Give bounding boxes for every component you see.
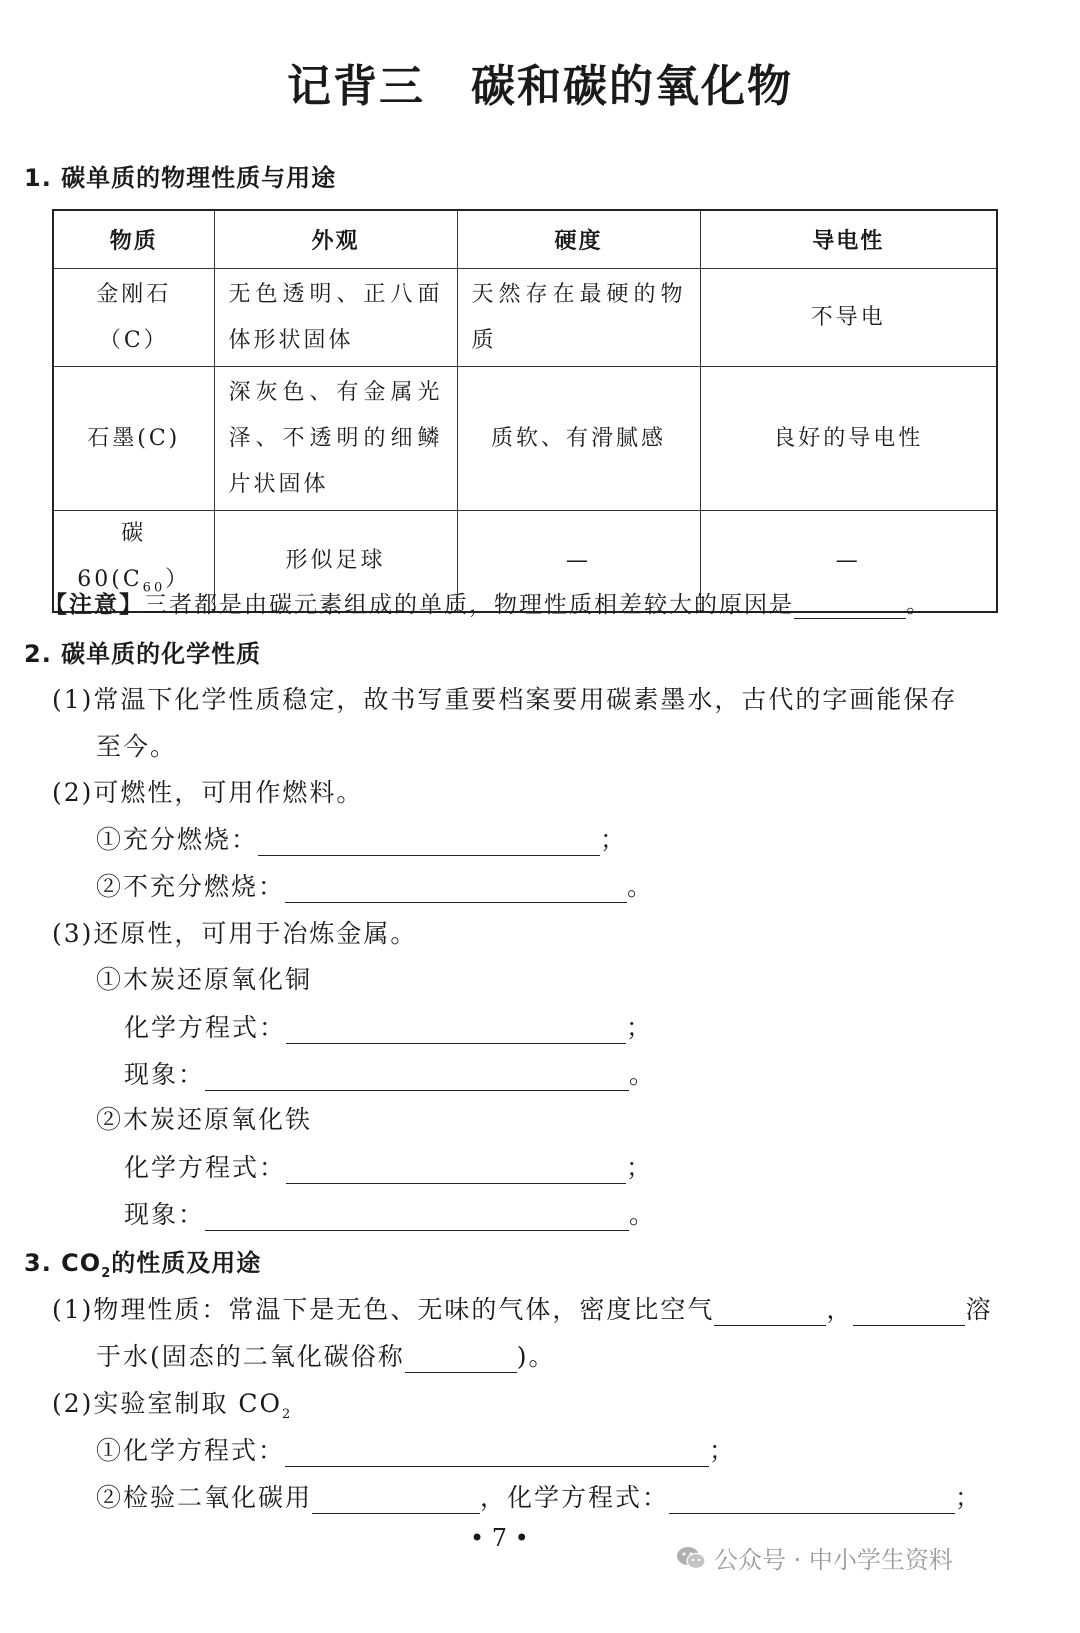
watermark: [676, 1540, 953, 1575]
table-row: [53, 269, 997, 367]
note-blank[interactable]: [794, 590, 906, 619]
punct: ；: [626, 1013, 654, 1042]
co2-test-blank[interactable]: [312, 1485, 480, 1514]
phenomenon-label: 现象：: [124, 1060, 206, 1089]
page-title: [0, 50, 1080, 114]
punct: )。: [516, 1342, 556, 1371]
watermark-text: 公众号 · 中小学生资料: [714, 1546, 953, 1574]
fe2o3-phenomenon-line: [124, 1195, 656, 1231]
cuo-phenomenon-line: [124, 1055, 656, 1091]
s2-p1b: 至今。: [96, 732, 178, 761]
note-line: [44, 586, 931, 619]
cuo-equation-blank[interactable]: [286, 1015, 626, 1044]
cuo-phenomenon-blank[interactable]: [205, 1062, 629, 1091]
cell-hardness: —: [457, 511, 700, 613]
s2-p3-2: ②木炭还原氧化铁: [96, 1105, 313, 1134]
punct: ，: [826, 1295, 854, 1324]
dry-ice-text: 于水(固态的二氧化碳俗称: [96, 1342, 405, 1371]
heading-co: 3. CO: [24, 1249, 102, 1277]
section-1-heading: 1. 碳单质的物理性质与用途: [24, 164, 337, 192]
heading-rest: 的性质及用途: [111, 1249, 262, 1277]
note-text: 三者都是由碳元素组成的单质，物理性质相差较大的原因是: [144, 592, 794, 618]
full-combustion-line: [96, 820, 627, 856]
punct: 。: [629, 1200, 657, 1229]
full-combustion-label: ①充分燃烧：: [96, 825, 259, 854]
co2-physical-line-2: [96, 1337, 556, 1373]
co2-equation-blank[interactable]: [285, 1438, 709, 1467]
full-combustion-blank[interactable]: [258, 827, 600, 856]
punct: ；: [626, 1153, 654, 1182]
co2-test-label: ②检验二氧化碳用: [96, 1483, 313, 1512]
punct: 。: [627, 872, 655, 901]
s2-p1a: (1)常温下化学性质稳定，故书写重要档案要用碳素墨水，古代的字画能保存: [52, 685, 958, 714]
co2-test-equation-label: ，化学方程式：: [480, 1483, 670, 1512]
cell-hardness: 天然存在最硬的物质: [457, 269, 700, 367]
cuo-equation-line: [124, 1008, 653, 1044]
phenomenon-label: 现象：: [124, 1200, 206, 1229]
s2-p3-1: ①木炭还原氧化铜: [96, 965, 313, 994]
c60-end: ）: [165, 567, 191, 592]
equation-label: 化学方程式：: [124, 1153, 287, 1182]
c60-sub: 60: [142, 580, 166, 596]
note-label: 【注意】: [44, 592, 144, 618]
co2-physical-line-1: [52, 1290, 992, 1326]
section-3-heading: [24, 1243, 261, 1281]
punct: ；: [709, 1436, 737, 1465]
co2-test-equation-blank[interactable]: [669, 1485, 955, 1514]
cell-hardness: 质软、有滑腻感: [457, 367, 700, 511]
s2-p3: (3)还原性，可用于冶炼金属。: [52, 919, 418, 948]
cell-substance: 金刚石（C）: [53, 269, 214, 367]
co2-test-line: [96, 1478, 982, 1514]
punct: 。: [629, 1060, 657, 1089]
table-row: [53, 367, 997, 511]
fe2o3-equation-line: [124, 1148, 653, 1184]
wechat-icon: [676, 1545, 706, 1571]
incomplete-combustion-label: ②不充分燃烧：: [96, 872, 286, 901]
header-appearance: 外观: [214, 210, 457, 269]
note-end: 。: [906, 592, 931, 618]
title-right: 碳和碳的氧化物: [471, 61, 793, 112]
co2-equation-label: ①化学方程式：: [96, 1436, 286, 1465]
c60-main: 碳 60(C: [77, 521, 147, 592]
header-hardness: 硬度: [457, 210, 700, 269]
co2-equation-line: [96, 1431, 736, 1467]
cell-appearance: 深灰色、有金属光泽、不透明的细鳞片状固体: [214, 367, 457, 511]
density-blank[interactable]: [714, 1297, 826, 1326]
page-number: • 7 •: [470, 1524, 529, 1552]
equation-label: 化学方程式：: [124, 1013, 287, 1042]
header-substance: 物质: [53, 210, 214, 269]
punct: ；: [955, 1483, 983, 1512]
section-2-heading: 2. 碳单质的化学性质: [24, 640, 262, 668]
cell-appearance: 形似足球: [214, 511, 457, 613]
cell-conductivity: 良好的导电性: [700, 367, 997, 511]
heading-sub: 2: [101, 1265, 112, 1281]
co2-physical-text: (1)物理性质：常温下是无色、无味的气体，密度比空气: [52, 1295, 715, 1324]
table-header-row: [53, 210, 997, 269]
carbon-properties-table: [52, 209, 998, 613]
incomplete-combustion-blank[interactable]: [285, 874, 627, 903]
dry-ice-blank[interactable]: [405, 1344, 517, 1373]
s2-p2: (2)可燃性，可用作燃料。: [52, 778, 364, 807]
lab-prep-text: (2)实验室制取 CO: [52, 1389, 282, 1418]
cell-substance: 石墨(C): [53, 367, 214, 511]
lab-prep-sub: 2: [281, 1407, 293, 1422]
co2-lab-prep: [52, 1384, 292, 1422]
cell-appearance: 无色透明、正八面体形状固体: [214, 269, 457, 367]
punct: ；: [600, 825, 628, 854]
fe2o3-equation-blank[interactable]: [286, 1155, 626, 1184]
solubility-blank[interactable]: [853, 1297, 965, 1326]
cell-conductivity: —: [700, 511, 997, 613]
header-conductivity: 导电性: [700, 210, 997, 269]
rong-text: 溶: [965, 1295, 993, 1324]
cell-conductivity: 不导电: [700, 269, 997, 367]
fe2o3-phenomenon-blank[interactable]: [205, 1202, 629, 1231]
title-left: 记背三: [287, 61, 425, 112]
incomplete-combustion-line: [96, 867, 654, 903]
